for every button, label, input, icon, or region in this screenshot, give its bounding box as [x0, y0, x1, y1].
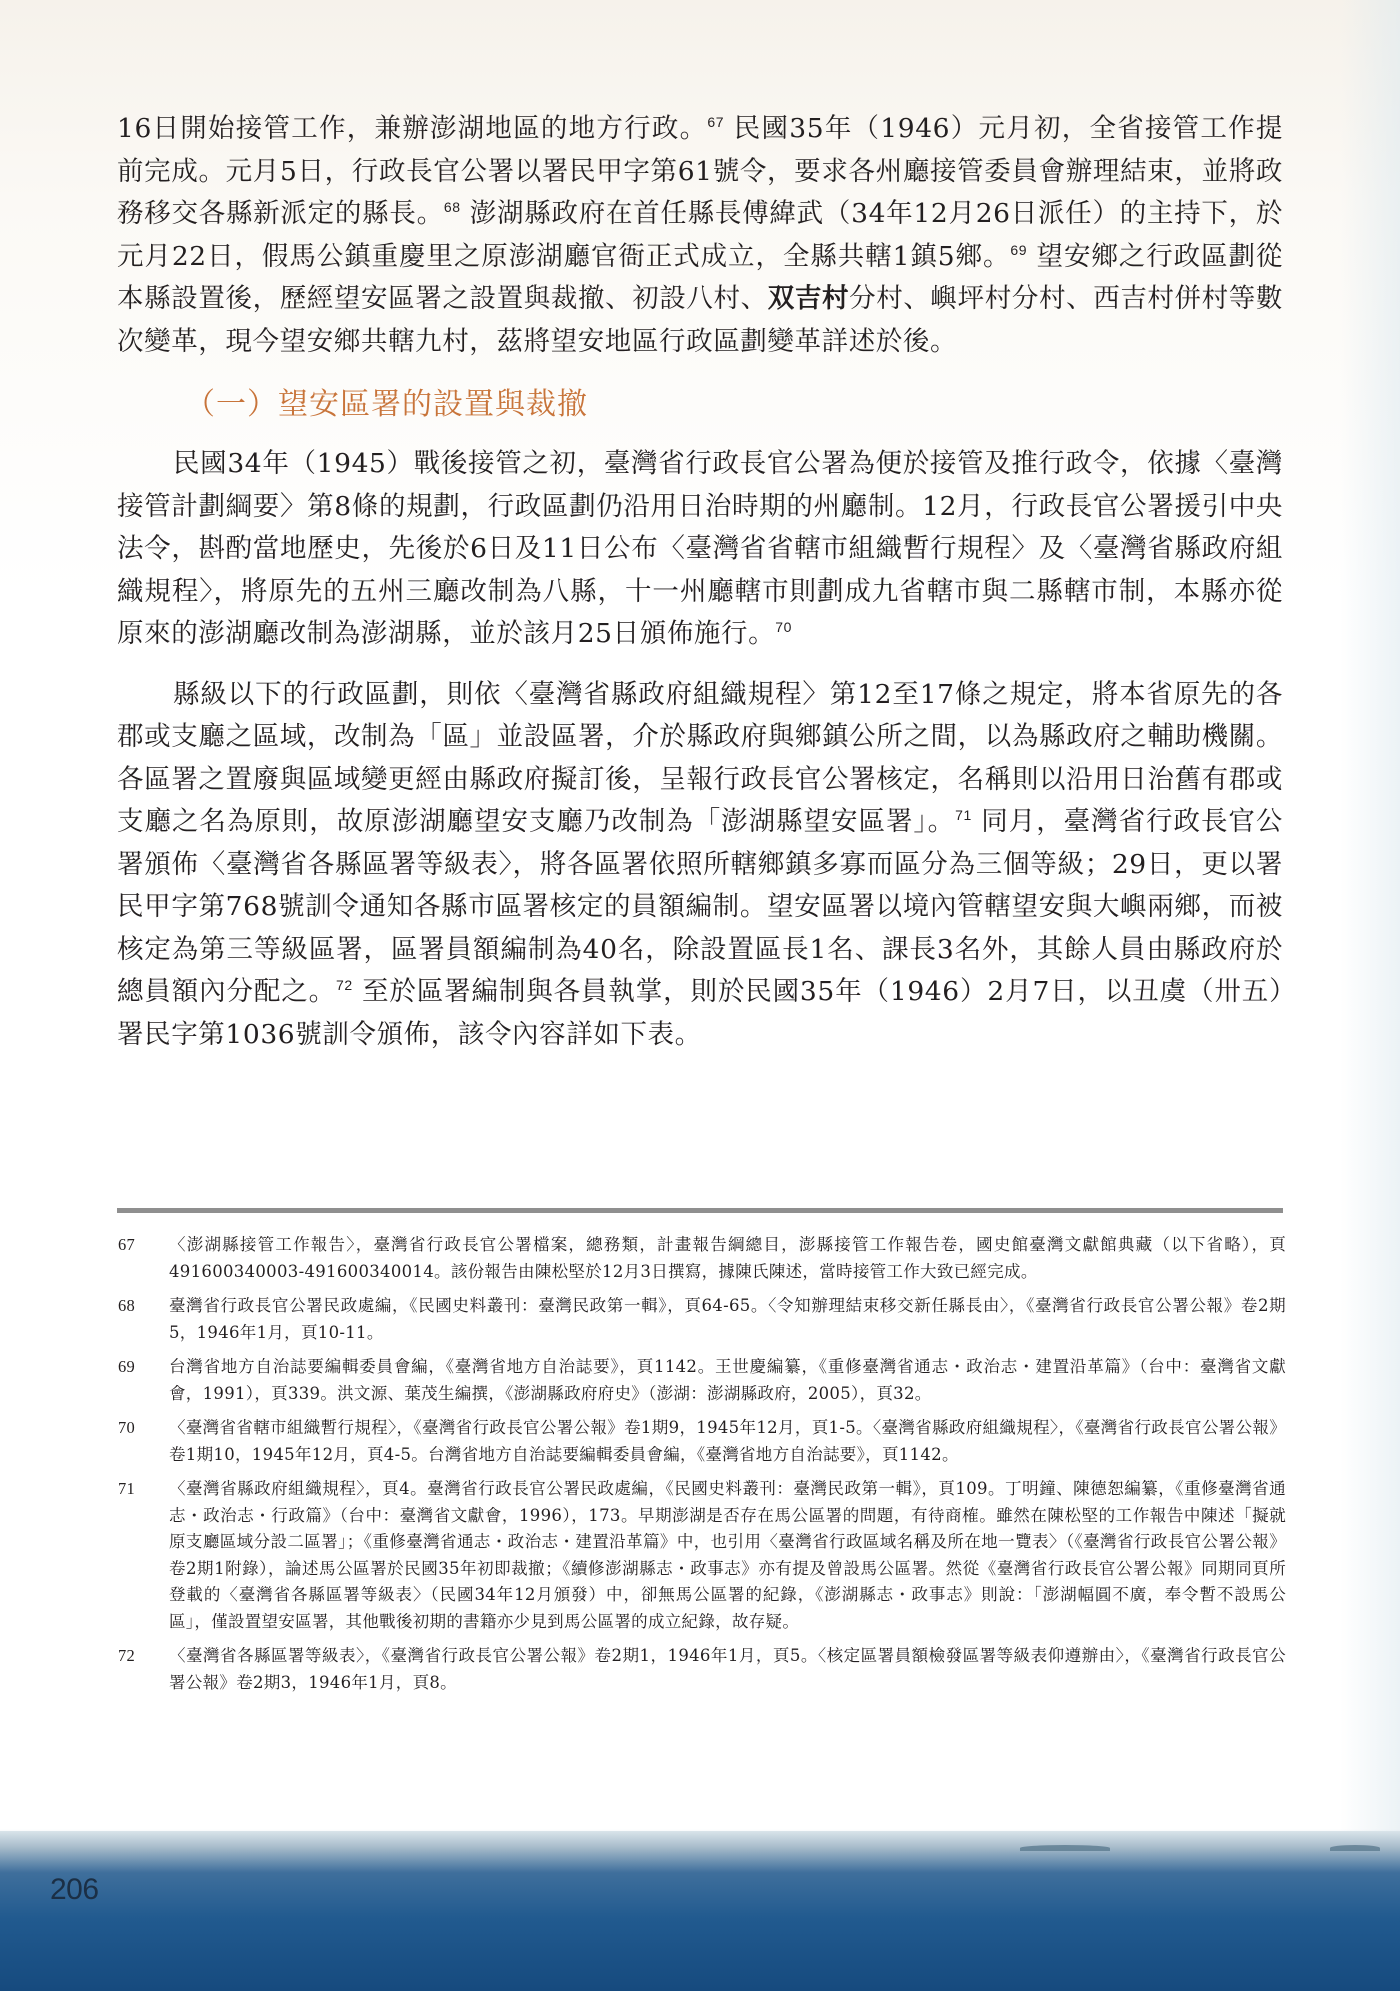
footnote-69: [114, 1354, 1286, 1407]
section-title: （一）望安區署的設置與裁撤: [185, 387, 588, 422]
paragraph-text: 16日開始接管工作，兼辦澎湖地區的地方行政。: [117, 113, 708, 144]
footnote-ref[interactable]: 71: [955, 807, 972, 824]
paragraph-text: 同月，臺灣省行政長官公署頒佈〈臺灣省各縣區署等級表〉，將各區署依照所轄鄉鎮多寡而區分為三個等級；29日，更以署民甲字第768號訓令通知各縣市區署核定的員額編制。望安區署以境內管轄望安與大嶼兩鄉，而被核定為第三等級區署，區署員額編制為40名，除設置區長1名、課長3名外，其餘人員由縣政府於總員額內分配之。: [117, 806, 1283, 1007]
footnote-text: 〈臺灣省省轄市組織暫行規程〉，《臺灣省行政長官公署公報》卷1期9，1945年12月，頁1-5。〈臺灣省縣政府組織規程〉，《臺灣省行政長官公署公報》卷1期10，1945年12月，頁4-5。台灣省地方自治誌要編輯委員會編，《臺灣省地方自治誌要》，頁1142。: [169, 1418, 1286, 1464]
footnote-text: 〈臺灣省縣政府組織規程〉，頁4。臺灣省行政長官公署民政處編，《民國史料叢刊：臺灣民政第一輯》，頁109。丁明鐘、陳德恕編纂，《重修臺灣省通志・政治志・行政篇》（台中：臺灣省文獻會，1996），173。早期澎湖是否存在馬公區署的問題，有待商榷。雖然在陳松堅的工作報告中陳述「擬就原支廳區域分設二區署」；《重修臺灣省通志・政治志・建置沿革篇》中，也引用〈臺灣省行政區域名稱及所在地一覽表〉（《臺灣省行政長官公署公報》卷2期1附錄），論述馬公區署於民國35年初即裁撤；《續修澎湖縣志・政事志》亦有提及曾設馬公區署。然從《臺灣省行政長官公署公報》同期同頁所登載的〈臺灣省各縣區署等級表〉（民國34年12月頒發）中，卻無馬公區署的紀錄，《澎湖縣志・政事志》則說：「澎湖幅圓不廣，奉令暫不設馬公區」，僅設置望安區署，其他戰後初期的書籍亦少見到馬公區署的成立紀錄，故存疑。: [169, 1479, 1286, 1631]
footnote-71: [114, 1476, 1286, 1635]
paragraph-text: 望安鄉之行政區劃從本縣設置後，歷經望安區署之設置與裁撤、初設八村、: [117, 240, 1283, 314]
footnote-ref[interactable]: 68: [443, 199, 461, 216]
footnote-text: 〈臺灣省各縣區署等級表〉，《臺灣省行政長官公署公報》卷2期1，1946年1月，頁5。〈核定區署員額檢發區署等級表仰遵辦由〉，《臺灣省行政長官公署公報》卷2期3，1946年1月，頁8。: [169, 1646, 1286, 1692]
page-number: 206: [50, 1873, 99, 1906]
paragraph-text: 澎湖縣政府在首任縣長傅緯武（34年12月26日派任）的主持下，於元月22日，假馬公鎮重慶里之原澎湖廳官衙正式成立，全縣共轄1鎮5鄉。: [117, 198, 1283, 272]
paragraph-1: [117, 108, 1283, 363]
footnote-number: 67: [118, 1235, 136, 1254]
footnote-68: [114, 1293, 1286, 1346]
footnote-72: [114, 1643, 1286, 1696]
bold-village-name: 双吉村: [767, 283, 850, 314]
background-sea-image: [0, 1831, 1400, 1991]
footnotes: [114, 1232, 1286, 1704]
footnote-70: [114, 1415, 1286, 1468]
background-island-small: [1330, 1845, 1380, 1851]
paragraph-3: [117, 674, 1283, 1057]
paragraph-2: [117, 443, 1283, 656]
background-sky-edge: [1340, 0, 1400, 1991]
footnote-ref[interactable]: 72: [335, 977, 353, 994]
footnote-ref[interactable]: 69: [1010, 241, 1028, 258]
paragraph-text: 分村、嶼坪村分村、西吉村併村等數次變革，現今望安鄉共轄九村，茲將望安地區行政區劃變革詳述於後。: [117, 283, 1283, 357]
footnote-text: 〈澎湖縣接管工作報告〉，臺灣省行政長官公署檔案，總務類，計畫報告綱總目，澎縣接管工作報告卷，國史館臺灣文獻館典藏（以下省略），頁491600340003-491600340014。該份報告由陳松堅於12月3日撰寫，據陳氏陳述，當時接管工作大致已經完成。: [169, 1235, 1286, 1281]
paragraph-text: 民國35年（1946）元月初，全省接管工作提前完成。元月5日，行政長官公署以署民甲字第61號令，要求各州廳接管委員會辦理結束，並將政務移交各縣新派定的縣長。: [117, 113, 1283, 229]
footnote-text: 臺灣省行政長官公署民政處編，《民國史料叢刊：臺灣民政第一輯》，頁64-65。〈令知辦理結束移交新任縣長由〉，《臺灣省行政長官公署公報》卷2期5，1946年1月，頁10-11。: [169, 1296, 1286, 1342]
footnote-number: 72: [118, 1646, 136, 1665]
footnote-text: 台灣省地方自治誌要編輯委員會編，《臺灣省地方自治誌要》，頁1142。王世慶編纂，《重修臺灣省通志・政治志・建置沿革篇》（台中：臺灣省文獻會，1991），頁339。洪文源、葉茂生編撰，《澎湖縣政府府史》（澎湖：澎湖縣政府，2005），頁32。: [169, 1357, 1286, 1403]
footnote-number: 69: [118, 1357, 136, 1376]
footnote-divider: [117, 1208, 1283, 1213]
background-island: [1020, 1845, 1110, 1851]
footnote-number: 68: [118, 1296, 136, 1315]
footnote-number: 71: [118, 1479, 136, 1498]
paragraph-text: 民國34年（1945）戰後接管之初，臺灣省行政長官公署為便於接管及推行政令，依據〈臺灣接管計劃綱要〉第8條的規劃，行政區劃仍沿用日治時期的州廳制。12月，行政長官公署援引中央法令，斟酌當地歷史，先後於6日及11日公布〈臺灣省省轄市組織暫行規程〉及〈臺灣省縣政府組織規程〉，將原先的五州三廳改制為八縣，十一州廳轄市則劃成九省轄市與二縣轄市制，本縣亦從原來的澎湖廳改制為澎湖縣，並於該月25日頒佈施行。: [117, 448, 1283, 649]
paragraph-text: 縣級以下的行政區劃，則依〈臺灣省縣政府組織規程〉第12至17條之規定，將本省原先的各郡或支廳之區域，改制為「區」並設區署，介於縣政府與鄉鎮公所之間，以為縣政府之輔助機關。各區署之置廢與區域變更經由縣政府擬訂後，呈報行政長官公署核定，名稱則以沿用日治舊有郡或支廳之名為原則，故原澎湖廳望安支廳乃改制為「澎湖縣望安區署」。: [117, 678, 1283, 837]
footnote-ref[interactable]: 70: [775, 619, 793, 636]
paragraph-text: 至於區署編制與各員執掌，則於民國35年（1946）2月7日，以丑虞（卅五）署民字第1036號訓令頒佈，該令內容詳如下表。: [117, 976, 1283, 1050]
footnote-ref[interactable]: 67: [707, 114, 725, 131]
main-text: [117, 108, 1283, 1056]
footnote-67: [114, 1232, 1286, 1285]
footnote-number: 70: [118, 1418, 136, 1437]
